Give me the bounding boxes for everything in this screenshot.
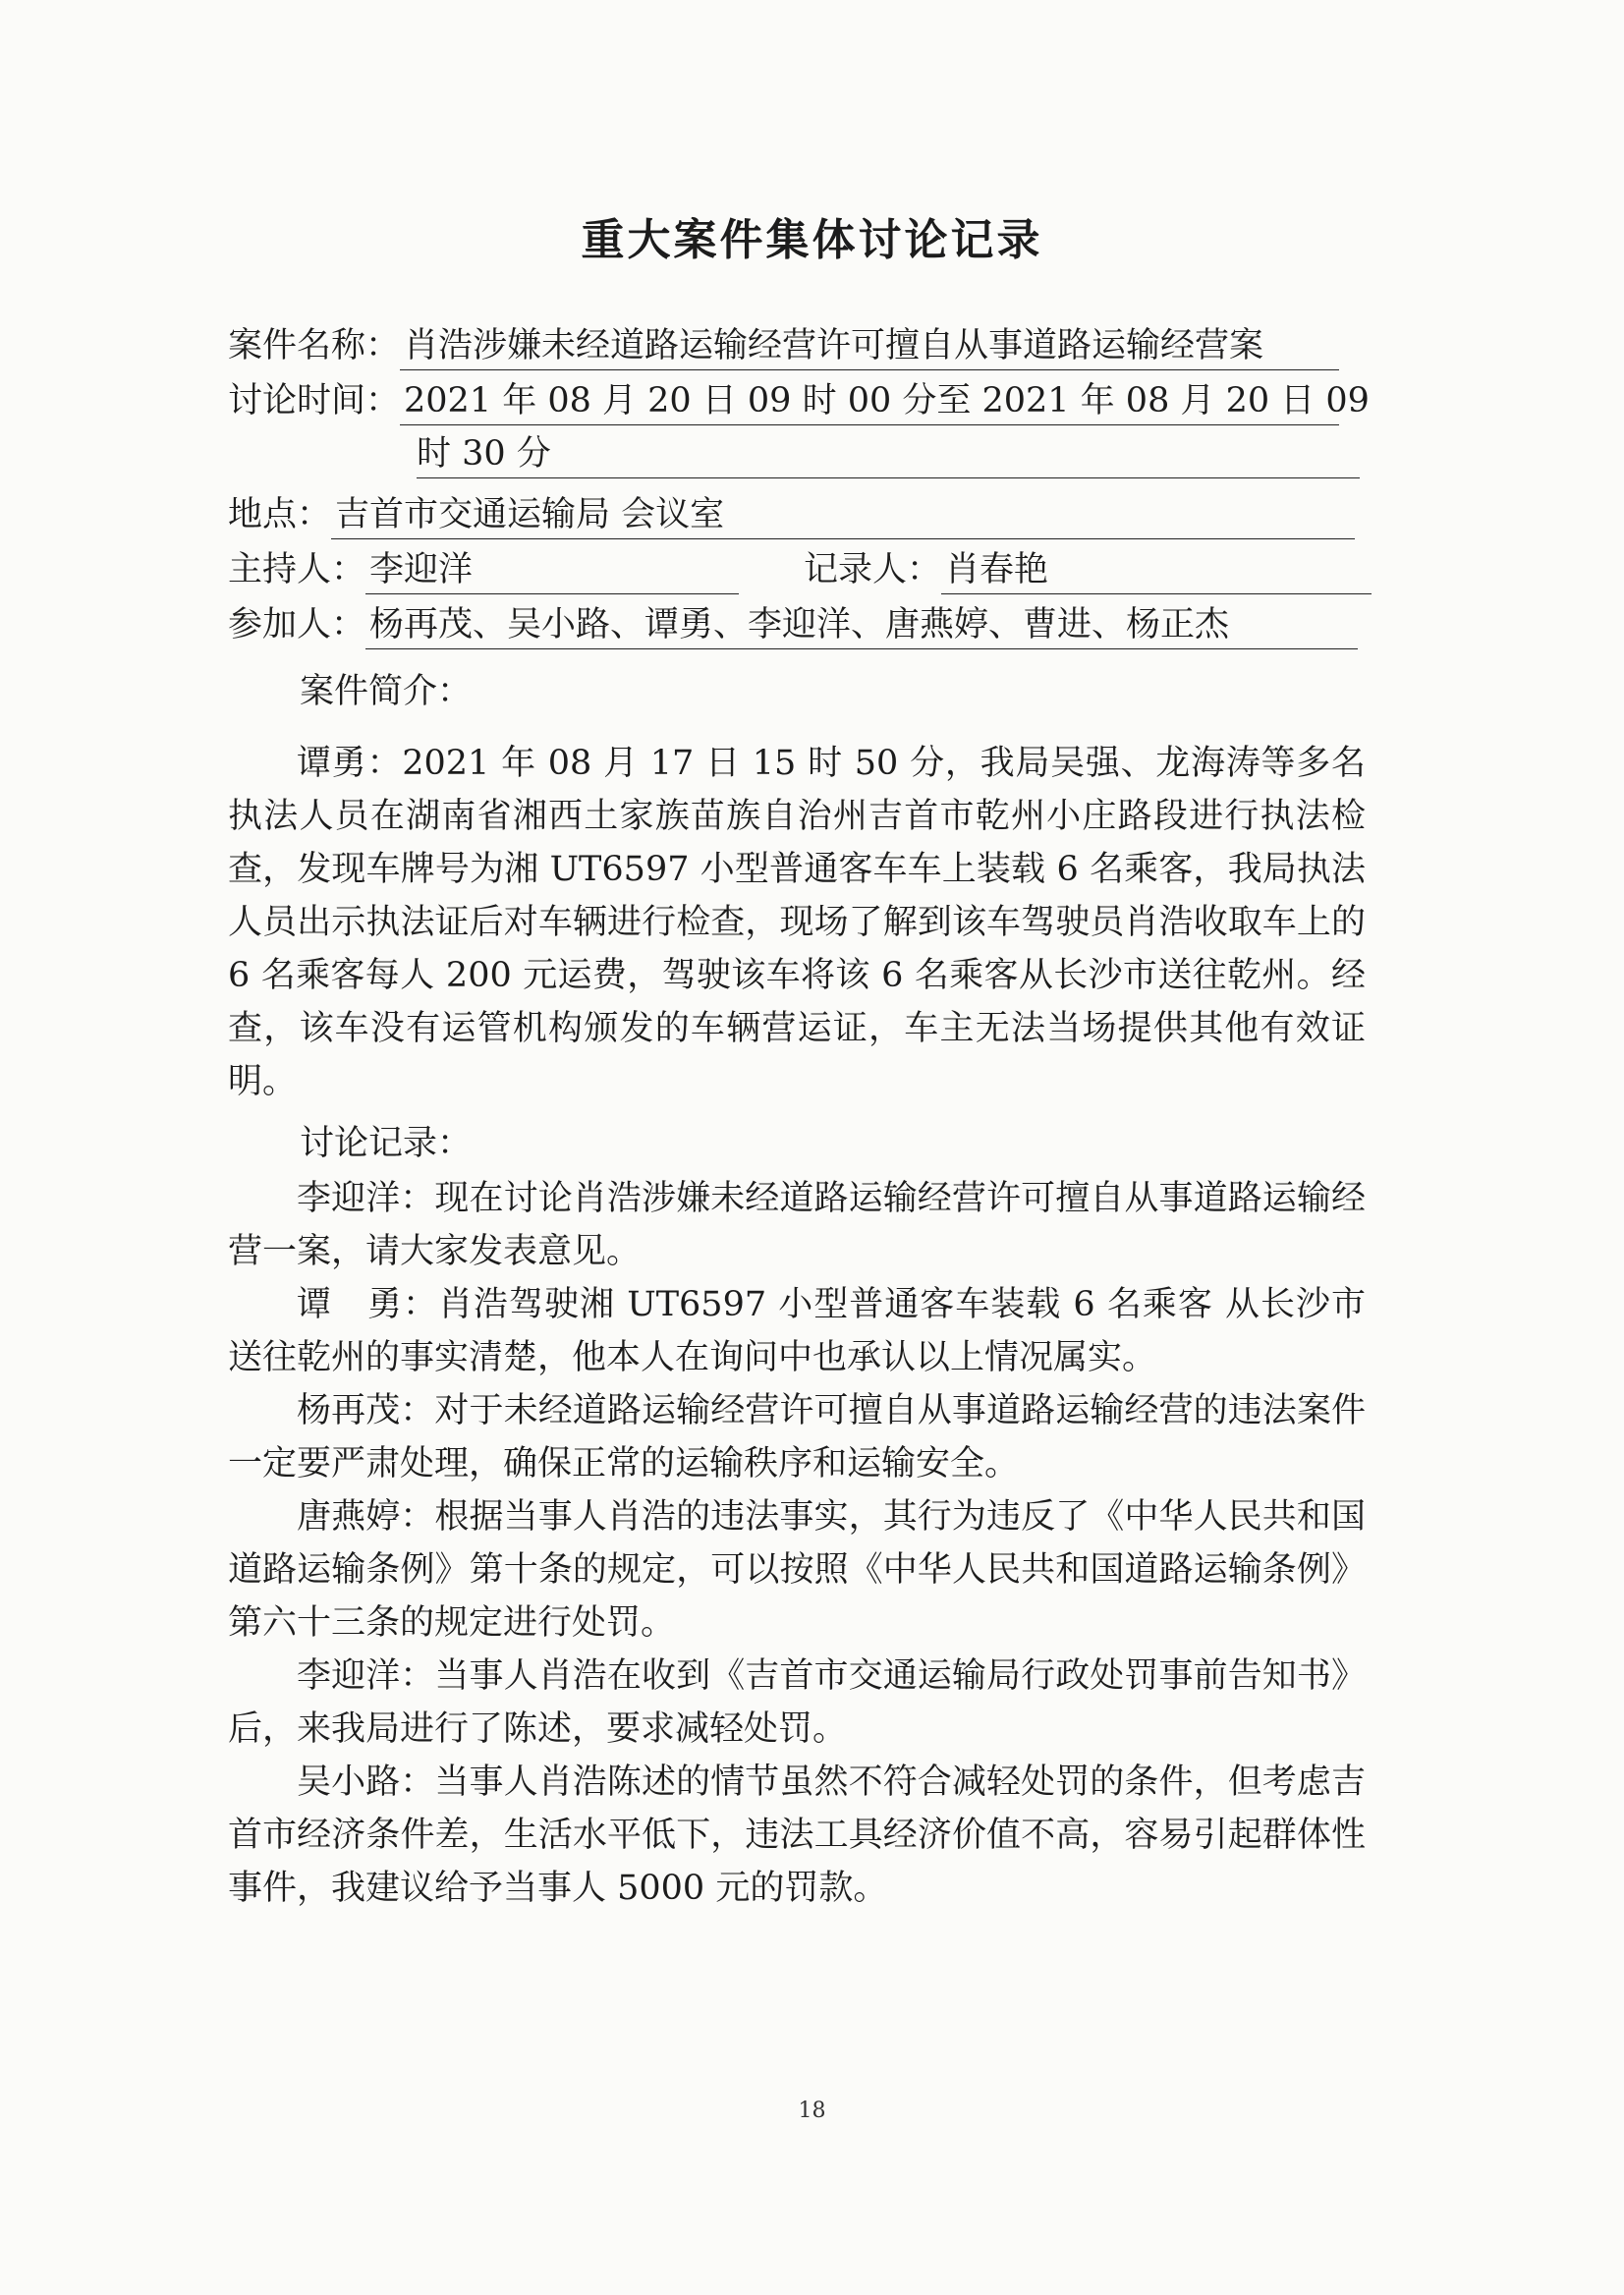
time-label: 讨论时间： xyxy=(228,381,401,420)
host-row xyxy=(228,546,739,594)
discussion-paragraph: 李迎洋：现在讨论肖浩涉嫌未经道路运输经营许可擅自从事道路运输经营一案，请大家发表意见。 xyxy=(228,1179,1366,1271)
recorder-label: 记录人： xyxy=(804,550,942,589)
discussion-paragraph: 谭 勇：肖浩驾驶湘 UT6597 小型普通客车装载 6 名乘客 从长沙市送往乾州的事实清楚，他本人在询问中也承认以上情况属实。 xyxy=(228,1285,1366,1377)
summary-paragraph: 谭勇：2021 年 08 月 17 日 15 时 50 分，我局吴强、龙海涛等多名执法人员在湖南省湘西土家族苗族自治州吉首市乾州小庄路段进行执法检查，发现车牌号为湘 UT6597 小型普通客车车上装载 6 名乘客，我局执法人员出示执法证后对车辆进行检查，现场了解到该车驾驶员肖浩收取车上的 6 名乘客每人 200 元运费，驾驶该车将该 6 名乘客从长沙市送往乾州。经查，该车没有运管机构颁发的车辆营运证，车主无法当场提供其他有效证明。 xyxy=(228,744,1366,1101)
discussion-paragraph: 李迎洋：当事人肖浩在收到《吉首市交通运输局行政处罚事前告知书》后，来我局进行了陈述，要求减轻处罚。 xyxy=(228,1656,1366,1749)
discussion-paragraph: 杨再茂：对于未经道路运输经营许可擅自从事道路运输经营的违法案件一定要严肃处理，确保正常的运输秩序和运输安全。 xyxy=(228,1391,1366,1483)
recorder-row xyxy=(804,546,1372,594)
discussion-paragraph: 唐燕婷：根据当事人肖浩的违法事实，其行为违反了《中华人民共和国道路运输条例》第十条的规定，可以按照《中华人民共和国道路运输条例》第六十三条的规定进行处罚。 xyxy=(228,1497,1366,1643)
time-value-line1: 2021 年 08 月 20 日 09 时 00 分至 2021 年 08 月 20 日 09 xyxy=(400,377,1339,425)
page-number: 18 xyxy=(798,2099,826,2123)
place-value: 吉首市交通运输局 会议室 xyxy=(331,491,1355,539)
place-row xyxy=(228,491,1355,539)
case-name-row xyxy=(228,322,1339,370)
time-row xyxy=(228,377,1370,425)
case-name-label: 案件名称： xyxy=(228,326,401,365)
participants-label: 参加人： xyxy=(228,605,366,644)
summary-section xyxy=(228,737,1366,1108)
recorder-value: 肖春艳 xyxy=(941,546,1372,594)
document-title: 重大案件集体讨论记录 xyxy=(581,215,1043,265)
participants-value: 杨再茂、吴小路、谭勇、李迎洋、唐燕婷、曹进、杨正杰 xyxy=(365,601,1358,649)
case-name-value: 肖浩涉嫌未经道路运输经营许可擅自从事道路运输经营案 xyxy=(400,322,1339,370)
host-label: 主持人： xyxy=(228,550,366,589)
host-value: 李迎洋 xyxy=(365,546,739,594)
participants-row xyxy=(228,601,1358,649)
time-value-line2: 时 30 分 xyxy=(417,430,1360,478)
place-label: 地点： xyxy=(228,495,332,534)
discussion-paragraph: 吴小路：当事人肖浩陈述的情节虽然不符合减轻处罚的条件，但考虑吉首市经济条件差，生活水平低下，违法工具经济价值不高，容易引起群体性事件，我建议给予当事人 5000 元的罚款。 xyxy=(228,1763,1366,1908)
summary-heading: 案件简介： xyxy=(300,672,473,711)
discussion-section xyxy=(228,1172,1366,1915)
discussion-heading: 讨论记录： xyxy=(300,1124,473,1163)
